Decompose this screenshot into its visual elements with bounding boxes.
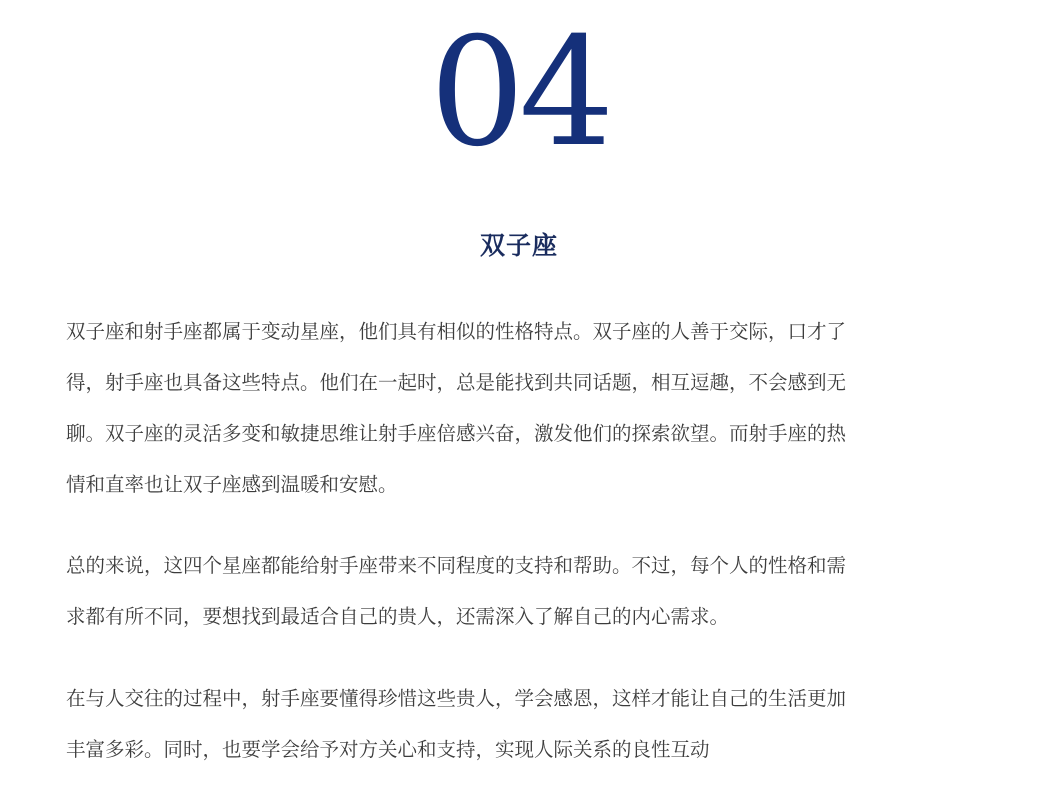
paragraph-1 <box>66 306 986 510</box>
paragraph-line: 双子座和射手座都属于变动星座，他们具有相似的性格特点。双子座的人善于交际，口才了 <box>66 320 847 343</box>
paragraph-line: 在与人交往的过程中，射手座要懂得珍惜这些贵人，学会感恩，这样才能让自己的生活更加 <box>66 687 847 710</box>
section-title: 双子座 <box>479 231 558 260</box>
paragraph-line: 总的来说，这四个星座都能给射手座带来不同程度的支持和帮助。不过，每个人的性格和需 <box>66 554 847 577</box>
paragraph-line: 聊。双子座的灵活多变和敏捷思维让射手座倍感兴奋，激发他们的探索欲望。而射手座的热 <box>66 422 847 445</box>
section-number: 04 <box>429 6 609 180</box>
paragraph-line: 情和直率也让双子座感到温暖和安慰。 <box>66 473 398 496</box>
paragraph-line: 求都有所不同，要想找到最适合自己的贵人，还需深入了解自己的内心需求。 <box>66 605 730 628</box>
paragraph-line: 得，射手座也具备这些特点。他们在一起时，总是能找到共同话题，相互逗趣，不会感到无 <box>66 371 847 394</box>
text-fade-overlay <box>790 728 990 780</box>
paragraph-2 <box>66 540 986 642</box>
paragraph-line: 丰富多彩。同时，也要学会给予对方关心和支持，实现人际关系的良性互动 <box>66 738 710 761</box>
